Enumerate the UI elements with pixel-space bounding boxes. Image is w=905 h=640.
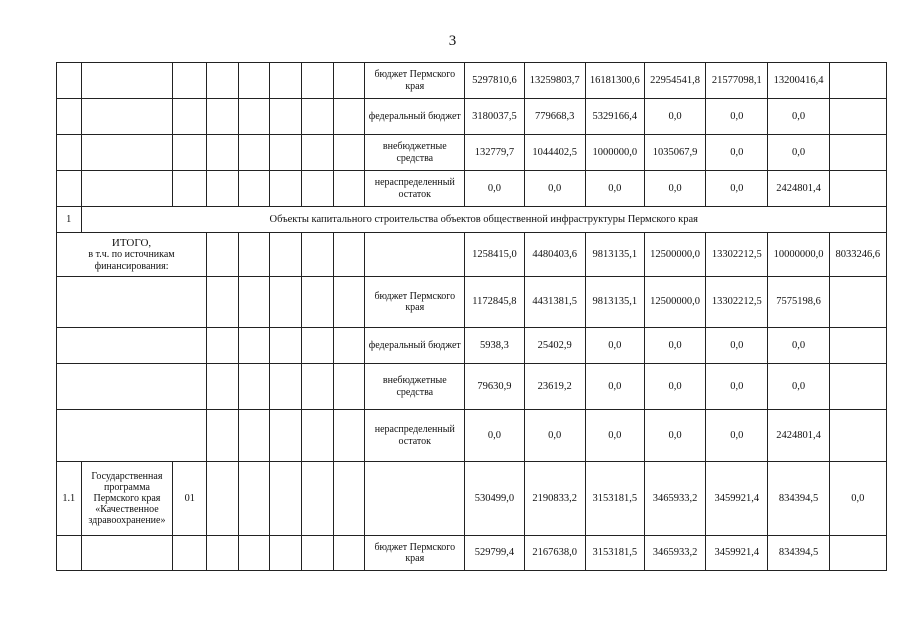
empty-cell (333, 328, 365, 364)
amount-cell: 0,0 (644, 364, 705, 410)
empty-cell (301, 536, 333, 571)
empty-cell (270, 410, 302, 462)
amount-cell: 0,0 (585, 410, 644, 462)
amount-cell: 0,0 (706, 410, 768, 462)
amount-cell: 1258415,0 (465, 233, 524, 277)
program-number: 1.1 (57, 462, 82, 536)
total-row (57, 233, 887, 277)
amount-cell: 0,0 (524, 171, 585, 207)
amount-cell: 1044402,5 (524, 135, 585, 171)
funding-source-label: федеральный бюджет (365, 99, 465, 135)
amount-cell: 0,0 (644, 328, 705, 364)
amount-cell: 16181300,6 (585, 63, 644, 99)
empty-cell (301, 63, 333, 99)
amount-cell: 4431381,5 (524, 277, 585, 328)
amount-cell: 8033246,6 (829, 233, 886, 277)
amount-cell: 79630,9 (465, 364, 524, 410)
empty-cell (333, 364, 365, 410)
section-title: Объекты капитального строительства объектов общественной инфраструктуры Пермского края (81, 207, 887, 233)
empty-cell (301, 171, 333, 207)
empty-cell (173, 63, 207, 99)
empty-cell (333, 171, 365, 207)
amount-cell: 3153181,5 (585, 462, 644, 536)
amount-cell: 2167638,0 (524, 536, 585, 571)
funding-source-label: внебюджетные средства (365, 364, 465, 410)
table-row (57, 328, 887, 364)
amount-cell (829, 277, 886, 328)
amount-cell (829, 171, 886, 207)
amount-cell: 834394,5 (768, 536, 829, 571)
empty-cell (238, 63, 270, 99)
amount-cell: 779668,3 (524, 99, 585, 135)
amount-cell: 0,0 (706, 99, 768, 135)
empty-cell (333, 536, 365, 571)
amount-cell: 12500000,0 (644, 233, 705, 277)
amount-cell: 13200416,4 (768, 63, 829, 99)
amount-cell: 0,0 (644, 99, 705, 135)
empty-cell (207, 135, 239, 171)
amount-cell: 23619,2 (524, 364, 585, 410)
amount-cell: 5329166,4 (585, 99, 644, 135)
table-row (57, 277, 887, 328)
empty-cell (365, 462, 465, 536)
empty-cell (238, 328, 270, 364)
amount-cell: 5297810,6 (465, 63, 524, 99)
empty-cell (301, 277, 333, 328)
empty-cell (270, 233, 302, 277)
program-code: 01 (173, 462, 207, 536)
empty-cell (57, 536, 82, 571)
funding-source-label: нераспределенный остаток (365, 410, 465, 462)
empty-cell (301, 462, 333, 536)
funding-source-label: бюджет Пермского края (365, 63, 465, 99)
empty-cell (57, 171, 82, 207)
empty-cell (238, 135, 270, 171)
amount-cell: 10000000,0 (768, 233, 829, 277)
amount-cell: 7575198,6 (768, 277, 829, 328)
amount-cell: 3180037,5 (465, 99, 524, 135)
empty-cell (333, 233, 365, 277)
amount-cell: 0,0 (706, 364, 768, 410)
amount-cell: 0,0 (768, 99, 829, 135)
empty-cell (238, 171, 270, 207)
amount-cell: 22954541,8 (644, 63, 705, 99)
empty-cell (57, 99, 82, 135)
amount-cell: 13259803,7 (524, 63, 585, 99)
amount-cell: 0,0 (706, 328, 768, 364)
empty-cell (270, 135, 302, 171)
amount-cell (829, 99, 886, 135)
amount-cell: 0,0 (768, 135, 829, 171)
empty-cell (270, 277, 302, 328)
amount-cell: 0,0 (644, 171, 705, 207)
amount-cell: 1172845,8 (465, 277, 524, 328)
empty-cell (301, 135, 333, 171)
empty-cell (173, 99, 207, 135)
amount-cell: 9813135,1 (585, 277, 644, 328)
table-row (57, 135, 887, 171)
amount-cell: 25402,9 (524, 328, 585, 364)
empty-cell (270, 364, 302, 410)
amount-cell: 2424801,4 (768, 410, 829, 462)
amount-cell: 2424801,4 (768, 171, 829, 207)
empty-cell (238, 233, 270, 277)
amount-cell: 0,0 (706, 171, 768, 207)
amount-cell (829, 410, 886, 462)
amount-cell: 0,0 (524, 410, 585, 462)
amount-cell: 132779,7 (465, 135, 524, 171)
empty-cell (173, 135, 207, 171)
budget-table (56, 62, 887, 571)
amount-cell: 0,0 (768, 328, 829, 364)
empty-cell (270, 171, 302, 207)
amount-cell: 0,0 (644, 410, 705, 462)
amount-cell: 3459921,4 (706, 536, 768, 571)
amount-cell: 1035067,9 (644, 135, 705, 171)
amount-cell: 0,0 (706, 135, 768, 171)
empty-cell (238, 536, 270, 571)
empty-cell (207, 536, 239, 571)
amount-cell: 0,0 (829, 462, 886, 536)
empty-cell (207, 233, 239, 277)
amount-cell: 1000000,0 (585, 135, 644, 171)
empty-cell (207, 328, 239, 364)
funding-source-label: бюджет Пермского края (365, 277, 465, 328)
empty-cell (57, 135, 82, 171)
empty-cell (270, 328, 302, 364)
empty-cell (333, 462, 365, 536)
amount-cell: 9813135,1 (585, 233, 644, 277)
empty-cell (57, 328, 207, 364)
empty-cell (207, 171, 239, 207)
budget-table-body (57, 63, 887, 571)
empty-cell (81, 135, 173, 171)
empty-cell (207, 277, 239, 328)
empty-cell (333, 135, 365, 171)
total-label (57, 233, 207, 277)
funding-source-label: бюджет Пермского края (365, 536, 465, 571)
section-number: 1 (57, 207, 82, 233)
amount-cell (829, 63, 886, 99)
table-row (57, 171, 887, 207)
amount-cell: 529799,4 (465, 536, 524, 571)
empty-cell (207, 410, 239, 462)
empty-cell (238, 364, 270, 410)
funding-source-label: нераспределенный остаток (365, 171, 465, 207)
empty-cell (301, 233, 333, 277)
program-name: Государственная программа Пермского края «Качественное здравоохранение» (81, 462, 173, 536)
empty-cell (238, 99, 270, 135)
empty-cell (301, 410, 333, 462)
empty-cell (207, 99, 239, 135)
amount-cell: 0,0 (465, 410, 524, 462)
total-label-main: ИТОГО, (111, 237, 152, 250)
empty-cell (333, 410, 365, 462)
empty-cell (333, 99, 365, 135)
program-row (57, 462, 887, 536)
amount-cell: 4480403,6 (524, 233, 585, 277)
amount-cell (829, 328, 886, 364)
empty-cell (270, 462, 302, 536)
empty-cell (173, 171, 207, 207)
empty-cell (57, 410, 207, 462)
empty-cell (238, 462, 270, 536)
empty-cell (301, 364, 333, 410)
amount-cell: 13302212,5 (706, 233, 768, 277)
empty-cell (57, 63, 82, 99)
empty-cell (173, 536, 207, 571)
table-row (57, 536, 887, 571)
amount-cell: 3465933,2 (644, 462, 705, 536)
amount-cell: 530499,0 (465, 462, 524, 536)
empty-cell (81, 63, 173, 99)
amount-cell (829, 536, 886, 571)
table-row (57, 99, 887, 135)
amount-cell: 0,0 (585, 328, 644, 364)
amount-cell (829, 135, 886, 171)
amount-cell: 21577098,1 (706, 63, 768, 99)
amount-cell: 3459921,4 (706, 462, 768, 536)
empty-cell (81, 536, 173, 571)
empty-cell (301, 99, 333, 135)
amount-cell: 2190833,2 (524, 462, 585, 536)
empty-cell (270, 63, 302, 99)
empty-cell (81, 99, 173, 135)
empty-cell (57, 277, 207, 328)
page-number: 3 (448, 33, 457, 49)
section-row (57, 207, 887, 233)
empty-cell (301, 328, 333, 364)
amount-cell: 0,0 (585, 171, 644, 207)
empty-cell (333, 63, 365, 99)
amount-cell: 12500000,0 (644, 277, 705, 328)
table-row (57, 364, 887, 410)
funding-source-label: внебюджетные средства (365, 135, 465, 171)
amount-cell: 834394,5 (768, 462, 829, 536)
table-row (57, 63, 887, 99)
empty-cell (207, 462, 239, 536)
empty-cell (333, 277, 365, 328)
empty-cell (207, 364, 239, 410)
empty-cell (238, 277, 270, 328)
table-row (57, 410, 887, 462)
funding-source-label: федеральный бюджет (365, 328, 465, 364)
amount-cell: 3153181,5 (585, 536, 644, 571)
amount-cell: 0,0 (465, 171, 524, 207)
empty-cell (57, 364, 207, 410)
total-label-sub: в т.ч. по источникам финансирования: (88, 249, 175, 272)
amount-cell (829, 364, 886, 410)
amount-cell: 5938,3 (465, 328, 524, 364)
amount-cell: 0,0 (585, 364, 644, 410)
empty-cell (270, 99, 302, 135)
empty-cell (81, 171, 173, 207)
empty-cell (238, 410, 270, 462)
empty-cell (365, 233, 465, 277)
amount-cell: 3465933,2 (644, 536, 705, 571)
amount-cell: 0,0 (768, 364, 829, 410)
empty-cell (270, 536, 302, 571)
empty-cell (207, 63, 239, 99)
amount-cell: 13302212,5 (706, 277, 768, 328)
